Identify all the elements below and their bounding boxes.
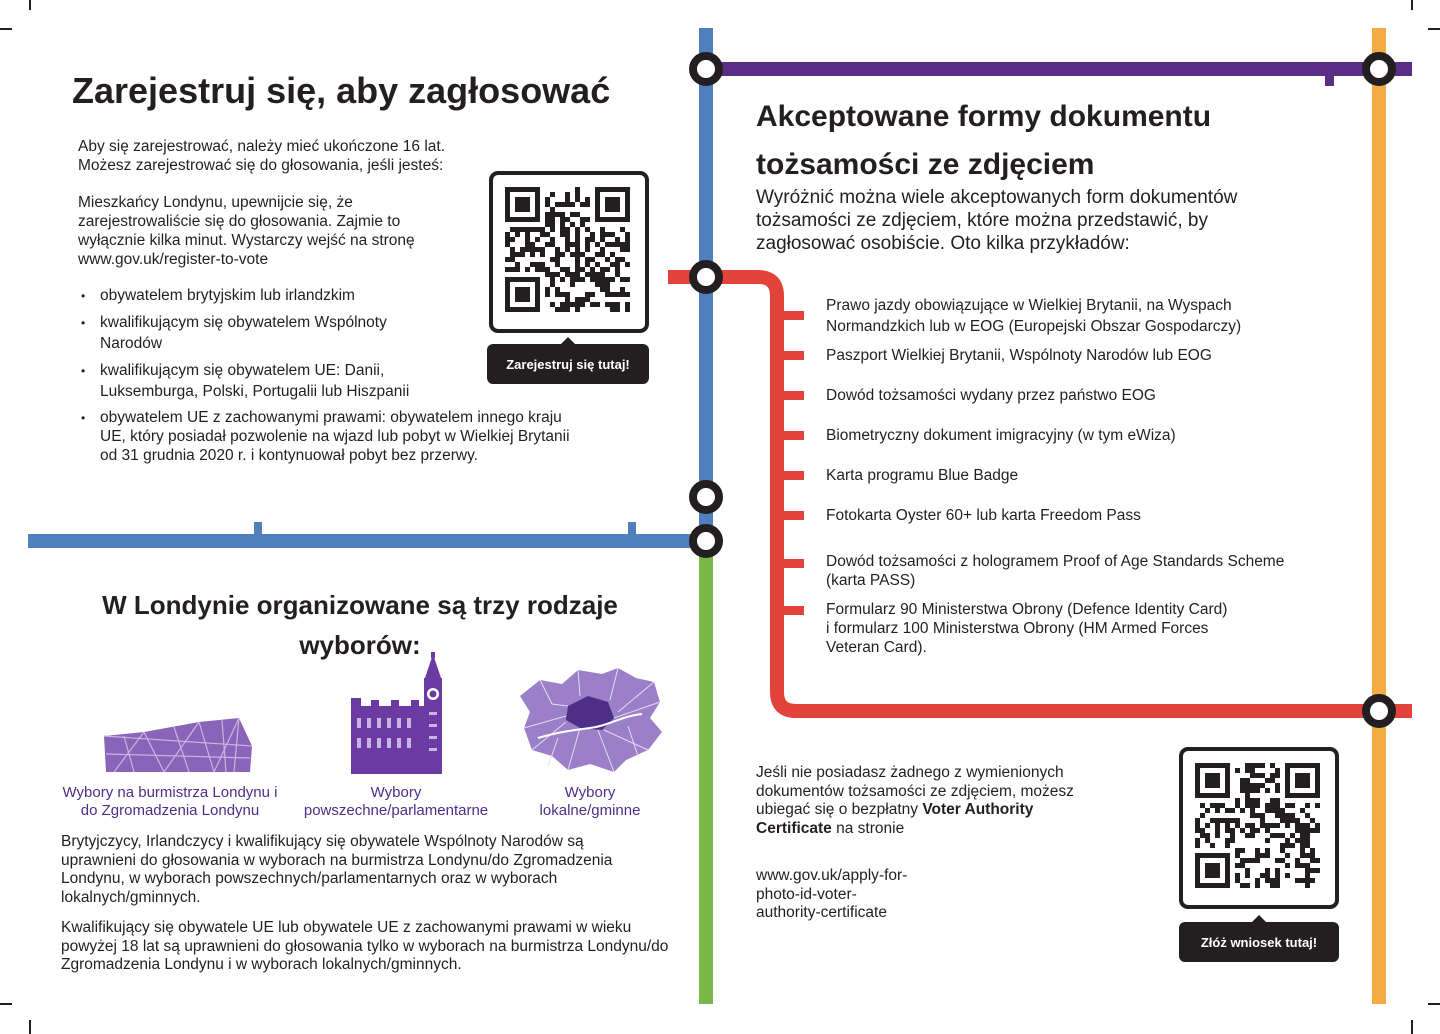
paragraph-line: Jeśli nie posiadasz żadnego z wymienionych: [756, 764, 1064, 781]
item-line: Formularz 90 Ministerstwa Obrony (Defence Identity Card): [826, 601, 1228, 618]
apply-url[interactable]: [756, 867, 907, 923]
register-url[interactable]: www.gov.uk/register-to-vote: [78, 251, 269, 268]
apply-qr-code[interactable]: [1179, 747, 1339, 909]
url-line: photo-id-voter-: [756, 885, 857, 903]
item-line: i formularz 100 Ministerstwa Obrony (HM Armed Forces: [826, 620, 1209, 637]
intro-line: tożsamości ze zdjęciem, które można przedstawić, by: [756, 210, 1208, 231]
paragraph-line: ubiegać się o bezpłatny Voter Authority: [756, 801, 1034, 818]
apply-here-button[interactable]: Złóż wniosek tutaj!: [1179, 922, 1339, 962]
id-doc-item: [826, 295, 1346, 337]
paragraph-line: Mieszkańcy Londynu, upewnijcie się, że: [78, 194, 353, 211]
parliament-icon: [349, 652, 445, 774]
voter-authority-paragraph: [756, 764, 1074, 838]
item-line: Normandzkich lub w EOG (Europejski Obszar Gospodarczy): [826, 318, 1242, 335]
id-doc-item: Biometryczny dokument imigracyjny (w tym eWiza): [826, 427, 1176, 444]
register-title: Zarejestruj się, aby zagłosować: [72, 70, 611, 111]
intro-line: Aby się zarejestrować, należy mieć ukończone 16 lat.: [78, 138, 446, 155]
london-map-icon: [518, 666, 664, 774]
id-doc-item: Dowód tożsamości wydany przez państwo EOG: [826, 387, 1156, 404]
paragraph-line: wyłącznie kilka minut. Wystarczy wejść na stronę: [78, 232, 415, 249]
caption-line: lokalne/gminne: [539, 802, 641, 819]
eligibility-paragraph-2: Kwalifikujący się obywatele UE lub obywatele UE z zachowanymi prawami w wieku powyżej 18 lat są uprawnieni do głosowania tylko w wyborach na burmistrza Londynu/do Zgromadzenia Londynu i w wyborach lokalnych/gminnych.: [61, 919, 669, 973]
election-type-general: [290, 784, 502, 820]
item-line: Prawo jazdy obowiązujące w Wielkiej Brytanii, na Wyspach: [826, 297, 1232, 314]
election-type-mayor: [40, 784, 300, 820]
intro-line: zagłosować osobiście. Oto kilka przykładów:: [756, 233, 1130, 254]
id-doc-item: [826, 600, 1346, 657]
id-doc-item: [826, 552, 1346, 590]
intro-line: Możesz zarejestrować się do głosowania, jeśli jesteś:: [78, 157, 444, 174]
list-item: • kwalifikującym się obywatelem UE: Danii, Luksemburga, Polski, Portugalii lub Hiszpanii: [78, 360, 460, 402]
url-line: authority-certificate: [756, 904, 887, 921]
paragraph-line: zarejestrowaliście się do głosowania. Zajmie to: [78, 213, 401, 230]
londoners-paragraph: [78, 193, 415, 269]
paragraph-line: Certificate na stronie: [756, 819, 905, 837]
id-doc-item: Karta programu Blue Badge: [826, 467, 1019, 484]
paragraph-line: dokumentów tożsamości ze zdjęciem, możesz: [756, 782, 1074, 800]
id-doc-item: Fotokarta Oyster 60+ lub karta Freedom Pass: [826, 507, 1141, 524]
qr-code-graphic: [1183, 751, 1335, 905]
id-doc-item: Paszport Wielkiej Brytanii, Wspólnoty Narodów lub EOG: [826, 347, 1212, 364]
caption-line: powszechne/parlamentarne: [303, 802, 489, 819]
photo-id-title: [756, 93, 1211, 189]
item-line: Dowód tożsamości z hologramem Proof of Age Standards Scheme: [826, 553, 1285, 570]
url-line: www.gov.uk/apply-for-: [756, 867, 908, 884]
register-here-button[interactable]: Zarejestruj się tutaj!: [487, 344, 649, 384]
list-item: • kwalifikującym się obywatelem Wspólnoty Narodów: [78, 312, 420, 354]
photo-id-intro: [756, 186, 1237, 255]
item-line: Veteran Card).: [826, 639, 927, 656]
title-line: W Londynie organizowane są trzy rodzaje: [102, 590, 618, 620]
register-intro: [78, 137, 445, 175]
title-line: Akceptowane formy dokumentu: [756, 100, 1212, 133]
intro-line: Wyróżnić można wiele akceptowanych form dokumentów: [756, 187, 1238, 208]
caption-line: do Zgromadzenia Londynu: [80, 802, 260, 819]
caption-line: Wybory: [370, 784, 422, 801]
eligibility-paragraph-1: Brytyjczycy, Irlandczycy i kwalifikujący się obywatele Wspólnoty Narodów są uprawnieni do głosowania w wyborach na burmistrza Londynu/do Zgromadzenia Londynu, w wyborach powszechnych/parlamentarnych oraz w wyborach lokalnych/gminnych.: [61, 833, 613, 906]
list-item: • obywatelem UE z zachowanymi prawami: obywatelem innego kraju UE, który posiadał pozwolenie na wjazd lub pobyt w Wielkiej Brytanii od 31 grudnia 2020 r. i kontynuował pobyt bez przerwy.: [78, 408, 580, 465]
election-type-local: [510, 784, 670, 820]
title-line: tożsamości ze zdjęciem: [756, 148, 1095, 181]
city-hall-icon: [104, 718, 254, 774]
caption-line: Wybory: [564, 784, 616, 801]
item-line: (karta PASS): [826, 572, 916, 589]
list-item: • obywatelem brytyjskim lub irlandzkim: [78, 285, 578, 306]
caption-line: Wybory na burmistrza Londynu i: [62, 784, 278, 801]
qr-code-graphic: [493, 175, 645, 329]
register-qr-code[interactable]: [489, 171, 649, 333]
title-line: wyborów:: [299, 630, 421, 660]
